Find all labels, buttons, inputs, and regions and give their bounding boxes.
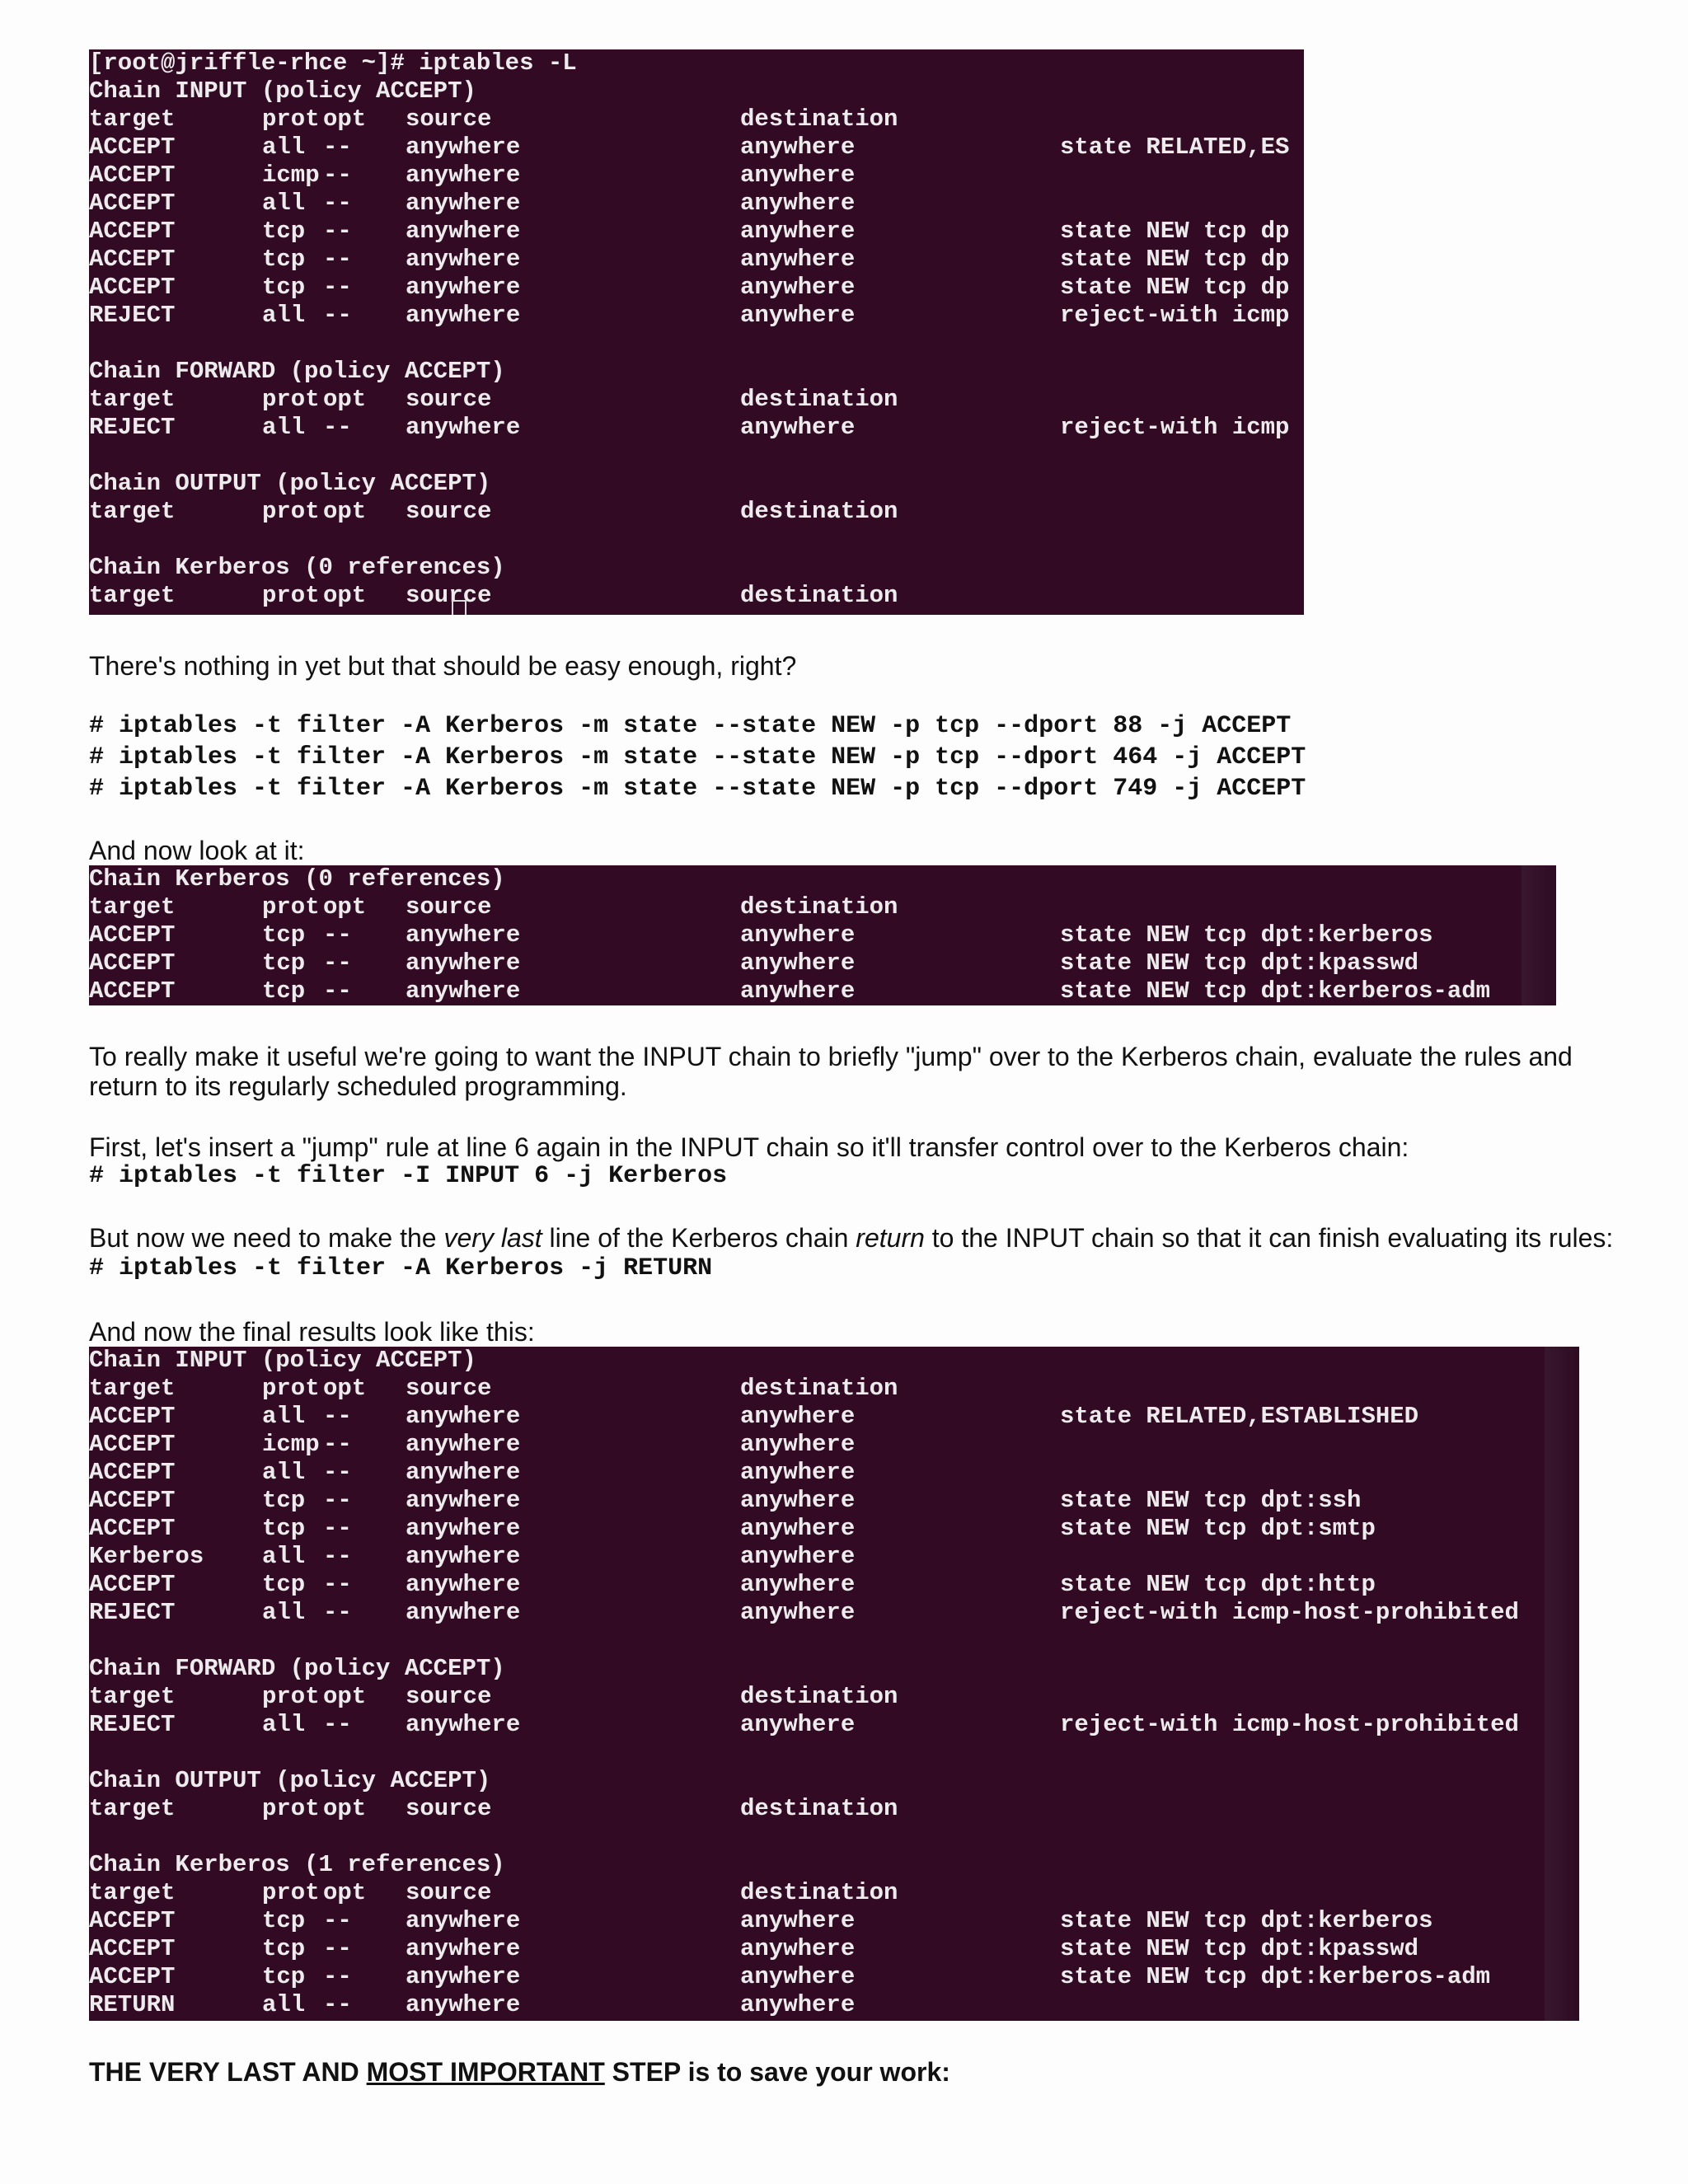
terminal-cell: anywhere (740, 1711, 856, 1738)
rule-row (89, 1459, 1579, 1487)
terminal-cell: ACCEPT (89, 162, 176, 189)
text-span (89, 865, 1556, 893)
terminal-cell: REJECT (89, 414, 176, 441)
terminal-cell: opt (323, 1683, 367, 1710)
text-span: very last (443, 1223, 542, 1253)
col-destination: destination (740, 105, 898, 133)
terminal-cell: all (262, 1599, 306, 1626)
terminal-cell: -- (323, 1963, 352, 1990)
terminal-cell: tcp (262, 246, 306, 273)
terminal-cell: anywhere (740, 1543, 856, 1570)
terminal-cell: all (262, 1543, 306, 1570)
terminal-line (89, 610, 1304, 615)
terminal-screenshot-initial (89, 49, 1304, 615)
terminal-cell: anywhere (406, 134, 521, 161)
terminal-cell: anywhere (406, 1543, 521, 1570)
col-target: target (89, 105, 176, 133)
terminal-cell: all (262, 302, 306, 329)
terminal-cell: all (262, 134, 306, 161)
column-header-row (89, 893, 1556, 921)
terminal-cell: -- (323, 1543, 352, 1570)
terminal-cell: anywhere (740, 1935, 856, 1962)
terminal-cell: anywhere (406, 190, 521, 217)
terminal-cell: prot (262, 386, 320, 413)
chain-header: Chain FORWARD (policy ACCEPT) (89, 358, 505, 385)
terminal-cell: anywhere (740, 1431, 856, 1458)
blank-line (89, 330, 1304, 358)
terminal-cell: reject-with icmp-host-prohibited (1060, 1711, 1519, 1738)
terminal-cell: target (89, 498, 176, 525)
terminal-cell: anywhere (406, 1991, 521, 2018)
rule-row (89, 1935, 1579, 1963)
terminal-cell: destination (740, 1795, 898, 1822)
terminal-cell: ACCEPT (89, 1907, 176, 1934)
terminal-cell: anywhere (406, 1599, 521, 1626)
terminal-cell: source (406, 386, 492, 413)
terminal-cell: -- (323, 1711, 352, 1738)
terminal-cell: anywhere (740, 949, 856, 977)
rule-row (89, 1963, 1579, 1991)
terminal-cell: source (406, 893, 492, 921)
command-line: # iptables -t filter -I INPUT 6 -j Kerberos (89, 1162, 728, 1190)
command-line: # iptables -t filter -A Kerberos -m state --state NEW -p tcp --dport 88 -j ACCEPT (89, 712, 1292, 740)
terminal-cell: ACCEPT (89, 1963, 176, 1990)
terminal-cell: anywhere (406, 1403, 521, 1430)
terminal-cell: -- (323, 977, 352, 1005)
terminal-cell: ACCEPT (89, 949, 176, 977)
terminal-cell: -- (323, 1487, 352, 1514)
cursor-icon (452, 600, 467, 615)
terminal-cell: state NEW tcp dp (1060, 246, 1290, 273)
terminal-cell: anywhere (740, 190, 856, 217)
terminal-cell: anywhere (740, 1459, 856, 1486)
terminal-cell: prot (262, 498, 320, 525)
prompt-command: [root@jriffle-rhce ~]# iptables -L (89, 49, 577, 77)
terminal-cell: -- (323, 302, 352, 329)
terminal-cell: anywhere (740, 1403, 856, 1430)
terminal-cell: state RELATED,ES (1060, 134, 1290, 161)
terminal-cell: -- (323, 414, 352, 441)
terminal-cell: anywhere (406, 1907, 521, 1934)
blank-line (89, 526, 1304, 554)
terminal-cell: -- (323, 218, 352, 245)
terminal-cell: destination (740, 582, 898, 609)
rule-row (89, 921, 1556, 949)
terminal-cell: opt (323, 386, 367, 413)
terminal-cell: anywhere (406, 274, 521, 301)
column-header-row (89, 1683, 1579, 1711)
terminal-cell: -- (323, 274, 352, 301)
terminal-cell: -- (323, 246, 352, 273)
terminal-cell: ACCEPT (89, 1431, 176, 1458)
rule-row (89, 1711, 1579, 1739)
terminal-line (89, 470, 1304, 498)
terminal-cell: opt (323, 1795, 367, 1822)
terminal-cell: -- (323, 1515, 352, 1542)
terminal-cell: tcp (262, 1571, 306, 1598)
terminal-cell: opt (323, 498, 367, 525)
terminal-cell: tcp (262, 218, 306, 245)
terminal-cell: tcp (262, 1935, 306, 1962)
paragraph: First, let's insert a "jump" rule at line 6 again in the INPUT chain so it'll transfer control over to the Kerberos chain: (89, 1132, 1409, 1162)
terminal-cell: source (406, 1879, 492, 1906)
terminal-cell: anywhere (740, 302, 856, 329)
terminal-cell: destination (740, 1683, 898, 1710)
terminal-cell: ACCEPT (89, 1571, 176, 1598)
command-line: # iptables -t filter -A Kerberos -j RETURN (89, 1254, 713, 1282)
terminal-cell: anywhere (740, 977, 856, 1005)
terminal-cell: tcp (262, 1963, 306, 1990)
terminal-cell: ACCEPT (89, 274, 176, 301)
terminal-cell: all (262, 190, 306, 217)
chain-header: Chain INPUT (policy ACCEPT) (89, 77, 476, 105)
terminal-cell: Kerberos (89, 1543, 204, 1570)
terminal-cell: anywhere (406, 246, 521, 273)
terminal-cell: icmp (262, 162, 320, 189)
terminal-cell: destination (740, 498, 898, 525)
terminal-cell: tcp (262, 1515, 306, 1542)
terminal-cell: prot (262, 582, 320, 609)
column-header-row (89, 498, 1304, 526)
terminal-cell: all (262, 1991, 306, 2018)
paragraph: And now look at it: (89, 836, 305, 865)
col-prot: prot (262, 105, 320, 133)
terminal-cell: -- (323, 134, 352, 161)
terminal-cell: ACCEPT (89, 1487, 176, 1514)
terminal-cell: anywhere (406, 1487, 521, 1514)
terminal-cell: target (89, 1375, 176, 1402)
terminal-cell: tcp (262, 1907, 306, 1934)
chain-header: Chain Kerberos (1 references) (89, 1851, 505, 1878)
terminal-cell: state NEW tcp dpt:kpasswd (1060, 1935, 1419, 1962)
terminal-cell: tcp (262, 949, 306, 977)
rule-row (89, 949, 1556, 977)
terminal-cell: source (406, 498, 492, 525)
terminal-cell: RETURN (89, 1991, 176, 2018)
paragraph (89, 1223, 1639, 1253)
rule-row (89, 302, 1304, 330)
terminal-cell: ACCEPT (89, 1403, 176, 1430)
rule-row (89, 1599, 1579, 1627)
chain-header: Chain Kerberos (0 references) (89, 554, 505, 581)
terminal-cell: anywhere (406, 302, 521, 329)
terminal-cell: -- (323, 1935, 352, 1962)
rule-row (89, 1431, 1579, 1459)
terminal-cell: state NEW tcp dp (1060, 274, 1290, 301)
terminal-cell: all (262, 1711, 306, 1738)
terminal-cell: anywhere (740, 1515, 856, 1542)
terminal-cell: tcp (262, 1487, 306, 1514)
terminal-line (89, 49, 1304, 77)
terminal-cell: anywhere (740, 1487, 856, 1514)
command-line: # iptables -t filter -A Kerberos -m state --state NEW -p tcp --dport 749 -j ACCEPT (89, 775, 1306, 803)
terminal-cell: prot (262, 1879, 320, 1906)
terminal-cell: icmp (262, 1431, 320, 1458)
terminal-cell: anywhere (740, 134, 856, 161)
chain-header: Chain Kerberos (0 references) (89, 865, 505, 893)
rule-row (89, 1515, 1579, 1543)
terminal-cell: all (262, 414, 306, 441)
terminal-cell: -- (323, 1991, 352, 2018)
terminal-cell: -- (323, 1459, 352, 1486)
terminal-cell: target (89, 1683, 176, 1710)
chain-header: Chain INPUT (policy ACCEPT) (89, 1347, 476, 1374)
terminal-cell: anywhere (406, 218, 521, 245)
text-span (89, 1655, 1579, 1683)
blank-line (89, 442, 1304, 470)
terminal-cell: all (262, 1459, 306, 1486)
terminal-cell: ACCEPT (89, 921, 176, 949)
terminal-screenshot-kerberos (89, 865, 1556, 1005)
terminal-line (89, 554, 1304, 582)
terminal-cell: source (406, 582, 492, 609)
terminal-cell: opt (323, 1375, 367, 1402)
text-span: MOST IMPORTANT (366, 2057, 605, 2087)
col-opt: opt (323, 105, 367, 133)
terminal-cell: prot (262, 1375, 320, 1402)
terminal-cell: state NEW tcp dpt:kpasswd (1060, 949, 1419, 977)
terminal-cell: anywhere (740, 274, 856, 301)
terminal-cell: ACCEPT (89, 246, 176, 273)
text-span: But now we need to make the (89, 1223, 444, 1253)
terminal-cell: REJECT (89, 1711, 176, 1738)
terminal-cell: -- (323, 1907, 352, 1934)
terminal-cell: reject-with icmp (1060, 414, 1290, 441)
terminal-cell: -- (323, 1431, 352, 1458)
terminal-cell: opt (323, 582, 367, 609)
rule-row (89, 1571, 1579, 1599)
terminal-cell: anywhere (406, 1515, 521, 1542)
terminal-cell: destination (740, 893, 898, 921)
terminal-cell: anywhere (740, 1571, 856, 1598)
paragraph: To really make it useful we're going to want the INPUT chain to briefly "jump" over to the Kerberos chain, evaluate the rules and return to its regularly scheduled programming. (89, 1042, 1573, 1101)
terminal-cell: prot (262, 1795, 320, 1822)
terminal-cell: tcp (262, 977, 306, 1005)
terminal-cell: state NEW tcp dpt:kerberos (1060, 1907, 1433, 1934)
blank-line (89, 1823, 1579, 1851)
terminal-cell: destination (740, 1879, 898, 1906)
rule-row (89, 1991, 1579, 2019)
terminal-cell: anywhere (740, 246, 856, 273)
terminal-cell: anywhere (740, 1907, 856, 1934)
rule-row (89, 162, 1304, 190)
rule-row (89, 134, 1304, 162)
paragraph: There's nothing in yet but that should be easy enough, right? (89, 651, 797, 681)
final-instruction (89, 2057, 1639, 2087)
terminal-cell: destination (740, 1375, 898, 1402)
text-span (89, 1347, 1579, 1375)
command-line: # iptables -t filter -A Kerberos -m state --state NEW -p tcp --dport 464 -j ACCEPT (89, 743, 1306, 771)
terminal-cell: anywhere (406, 414, 521, 441)
terminal-line (89, 77, 1304, 105)
blank-line (89, 1627, 1579, 1655)
terminal-cell: ACCEPT (89, 218, 176, 245)
terminal-cell: state NEW tcp dpt:smtp (1060, 1515, 1376, 1542)
terminal-cell: state NEW tcp dpt:http (1060, 1571, 1376, 1598)
terminal-cell: -- (323, 949, 352, 977)
terminal-cell: anywhere (740, 1963, 856, 1990)
terminal-cell: destination (740, 386, 898, 413)
terminal-cell: state NEW tcp dpt:kerberos (1060, 921, 1433, 949)
terminal-cell: ACCEPT (89, 977, 176, 1005)
terminal-cell: -- (323, 1571, 352, 1598)
window-edge (1522, 865, 1556, 1005)
column-header-row (89, 386, 1304, 414)
terminal-cell: -- (323, 1403, 352, 1430)
terminal-cell: anywhere (406, 1431, 521, 1458)
terminal-cell: anywhere (406, 1571, 521, 1598)
column-header-row (89, 1795, 1579, 1823)
column-header-row (89, 105, 1304, 134)
terminal-cell: anywhere (406, 921, 521, 949)
terminal-cell: REJECT (89, 1599, 176, 1626)
rule-row (89, 1907, 1579, 1935)
terminal-cell: prot (262, 1683, 320, 1710)
rule-row (89, 977, 1556, 1005)
terminal-cell: anywhere (406, 1935, 521, 1962)
terminal-cell: anywhere (740, 1599, 856, 1626)
terminal-cell: state NEW tcp dpt:kerberos-adm (1060, 977, 1491, 1005)
rule-row (89, 1487, 1579, 1515)
column-header-row (89, 1375, 1579, 1403)
terminal-cell: state NEW tcp dpt:ssh (1060, 1487, 1362, 1514)
terminal-cell: opt (323, 893, 367, 921)
terminal-cell: -- (323, 162, 352, 189)
col-source: source (406, 105, 492, 133)
rule-row (89, 414, 1304, 442)
terminal-cell: source (406, 1375, 492, 1402)
text-span: to the INPUT chain so that it can finish evaluating its rules: (924, 1223, 1614, 1253)
column-header-row (89, 582, 1304, 610)
terminal-cell: ACCEPT (89, 1515, 176, 1542)
text-span: return (856, 1223, 925, 1253)
rule-row (89, 1403, 1579, 1431)
terminal-cell: state NEW tcp dp (1060, 218, 1290, 245)
terminal-cell: reject-with icmp (1060, 302, 1290, 329)
terminal-cell: ACCEPT (89, 1935, 176, 1962)
blank-line (89, 1739, 1579, 1767)
terminal-cell: target (89, 582, 176, 609)
terminal-cell: ACCEPT (89, 134, 176, 161)
terminal-cell: anywhere (740, 1991, 856, 2018)
terminal-screenshot-final (89, 1347, 1579, 2021)
terminal-cell: opt (323, 1879, 367, 1906)
terminal-cell: target (89, 1879, 176, 1906)
terminal-cell: anywhere (740, 162, 856, 189)
terminal-cell: ACCEPT (89, 1459, 176, 1486)
terminal-cell: anywhere (740, 414, 856, 441)
terminal-cell: anywhere (740, 921, 856, 949)
terminal-cell: anywhere (406, 1711, 521, 1738)
terminal-cell: anywhere (406, 1963, 521, 1990)
terminal-cell: tcp (262, 921, 306, 949)
terminal-cell: -- (323, 190, 352, 217)
column-header-row (89, 1879, 1579, 1907)
terminal-cell: source (406, 1795, 492, 1822)
text-span (89, 1767, 1579, 1795)
rule-row (89, 246, 1304, 274)
chain-header: Chain OUTPUT (policy ACCEPT) (89, 1767, 491, 1794)
terminal-cell: -- (323, 1599, 352, 1626)
text-span: line of the Kerberos chain (542, 1223, 856, 1253)
terminal-cell: source (406, 1683, 492, 1710)
terminal-cell: target (89, 893, 176, 921)
terminal-cell: target (89, 386, 176, 413)
terminal-cell: state RELATED,ESTABLISHED (1060, 1403, 1419, 1430)
rule-row (89, 1543, 1579, 1571)
window-edge (1545, 1347, 1579, 2021)
terminal-cell: anywhere (406, 162, 521, 189)
text-span: STEP is to save your work: (604, 2057, 950, 2087)
chain-header: Chain OUTPUT (policy ACCEPT) (89, 470, 491, 497)
text-span (89, 1851, 1579, 1879)
terminal-cell: anywhere (740, 218, 856, 245)
terminal-cell: reject-with icmp-host-prohibited (1060, 1599, 1519, 1626)
terminal-cell: anywhere (406, 977, 521, 1005)
terminal-cell: tcp (262, 274, 306, 301)
terminal-cell: prot (262, 893, 320, 921)
paragraph: And now the final results look like this: (89, 1317, 535, 1347)
terminal-cell: anywhere (406, 949, 521, 977)
terminal-cell: all (262, 1403, 306, 1430)
terminal-cell: -- (323, 921, 352, 949)
terminal-cell: state NEW tcp dpt:kerberos-adm (1060, 1963, 1491, 1990)
rule-row (89, 274, 1304, 302)
terminal-cell: target (89, 1795, 176, 1822)
terminal-cell: REJECT (89, 302, 176, 329)
text-span: THE VERY LAST AND (89, 2057, 367, 2087)
terminal-cell: ACCEPT (89, 190, 176, 217)
chain-header: Chain FORWARD (policy ACCEPT) (89, 1655, 505, 1682)
rule-row (89, 190, 1304, 218)
terminal-cell: anywhere (406, 1459, 521, 1486)
terminal-line (89, 358, 1304, 386)
rule-row (89, 218, 1304, 246)
